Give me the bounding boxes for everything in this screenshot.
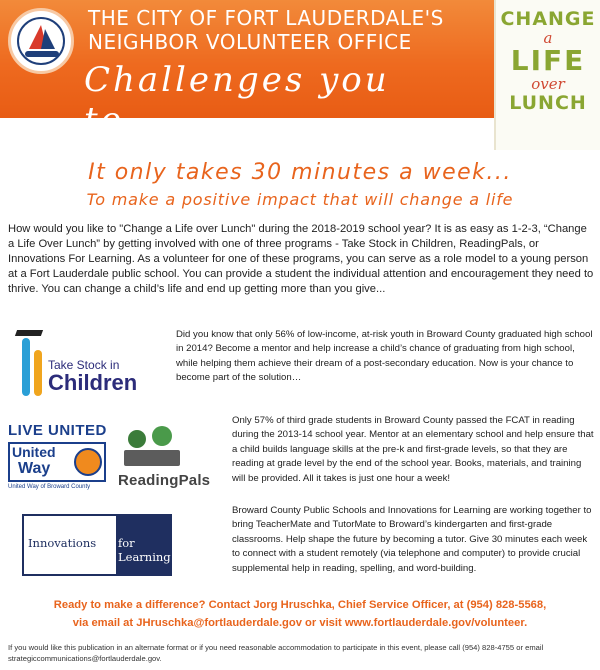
live-united-label: LIVE UNITED [8,422,107,439]
header-title-line1: THE CITY OF FORT LAUDERDALE'S [88,6,444,30]
graduation-cap-icon [15,330,43,336]
innovations-logo [22,510,172,578]
intro-paragraph: How would you like to "Change a Life over Lunch" during the 2018-2019 school year? It is as easy as 1-2-3, “Change a Life Over Lunch” by getting involved with one of three programs - Take Stock in Children, ReadingPals, or Innovations For Learning. As a volunteer for one of these programs, you can serve as a role model to a young person at a Fort Lauderdale public school. You can provide a student the individual attention and encouragement they need to thrive. You can change a child’s life and end up getting more than you give... [8,223,594,295]
take-stock-logo-line2: Children [48,370,138,395]
united-way-word2: Way [18,460,51,477]
call-to-action [0,596,600,632]
book-icon [124,450,180,466]
city-seal-icon [8,8,74,74]
program-innovations [8,502,594,592]
united-way-sub: United Way of Broward County [8,484,91,490]
program-reading-pals [8,412,594,502]
header-title-line2: NEIGHBOR VOLUNTEER OFFICE [88,30,412,54]
logo-word-over: over [531,75,565,93]
change-a-life-logo [494,0,600,150]
innovations-description: Broward County Public Schools and Innovations for Learning are working together to bring TeacherMate and TutorMate to Broward’s kindergarten and first-grade classrooms. Help shape the future by becoming a tutor. Give 30 minutes each week to connect with a student remotely (via telephone and computer) to provide crucial supplemental help in reading, spelling, and word-building. [232,505,592,574]
take-stock-logo [8,328,158,408]
logo-word-a: a [543,29,553,47]
take-stock-logo-line1: Take Stock in [48,358,120,372]
cta-line2[interactable]: via email at JHruschka@fortlauderdale.gov or visit www.fortlauderdale.gov/volunteer. [72,617,528,629]
accessibility-footer: If you would like this publication in an alternate format or if you need reasonable accommodation to participate in this event, please call (954) 828-4755 or email strategiccommunications@fortlauderdale.gov. [8,643,544,664]
reading-pals-person-icon [128,430,146,448]
reading-pals-label: ReadingPals [118,472,211,489]
reading-pals-logo [118,420,211,500]
innovations-logo-right: for Learning [118,536,171,564]
united-way-word1: United [12,444,56,460]
cta-line1: Ready to make a difference? Contact Jorg Hruschka, Chief Service Officer, at (954) 828-5568, [53,599,547,611]
take-stock-description: Did you know that only 56% of low-income, at-risk youth in Broward County graduated high school in 2014? Become a mentor and help increase a child’s chance of graduating from high school, while helping them achieve their dream of a post-secondary education. Now is your chance to become part of the solution… [176,329,593,384]
headline-primary: It only takes 30 minutes a week... [88,160,512,185]
header-tagline: Challenges you to... [84,60,390,140]
logo-word-change: CHANGE [500,8,596,30]
program-take-stock [8,326,594,412]
logo-word-life: LIFE [510,44,586,77]
reading-pals-description: Only 57% of third grade students in Broward County passed the FCAT in reading during the 2013-14 school year. Mentor at an elementary school and help ensure that a child builds language skills at the pre-k and first-grade levels, so that they are reading at grade level by the end of the school year. Books, materials, and training will be provided. All it takes is just one hour a week! [232,415,594,484]
united-way-hand-icon [74,448,102,476]
united-way-logo [8,416,108,496]
headline-secondary: To make a positive impact that will change a life [86,190,514,209]
innovations-logo-left: Innovations [28,536,97,550]
logo-word-lunch: LUNCH [509,92,587,114]
